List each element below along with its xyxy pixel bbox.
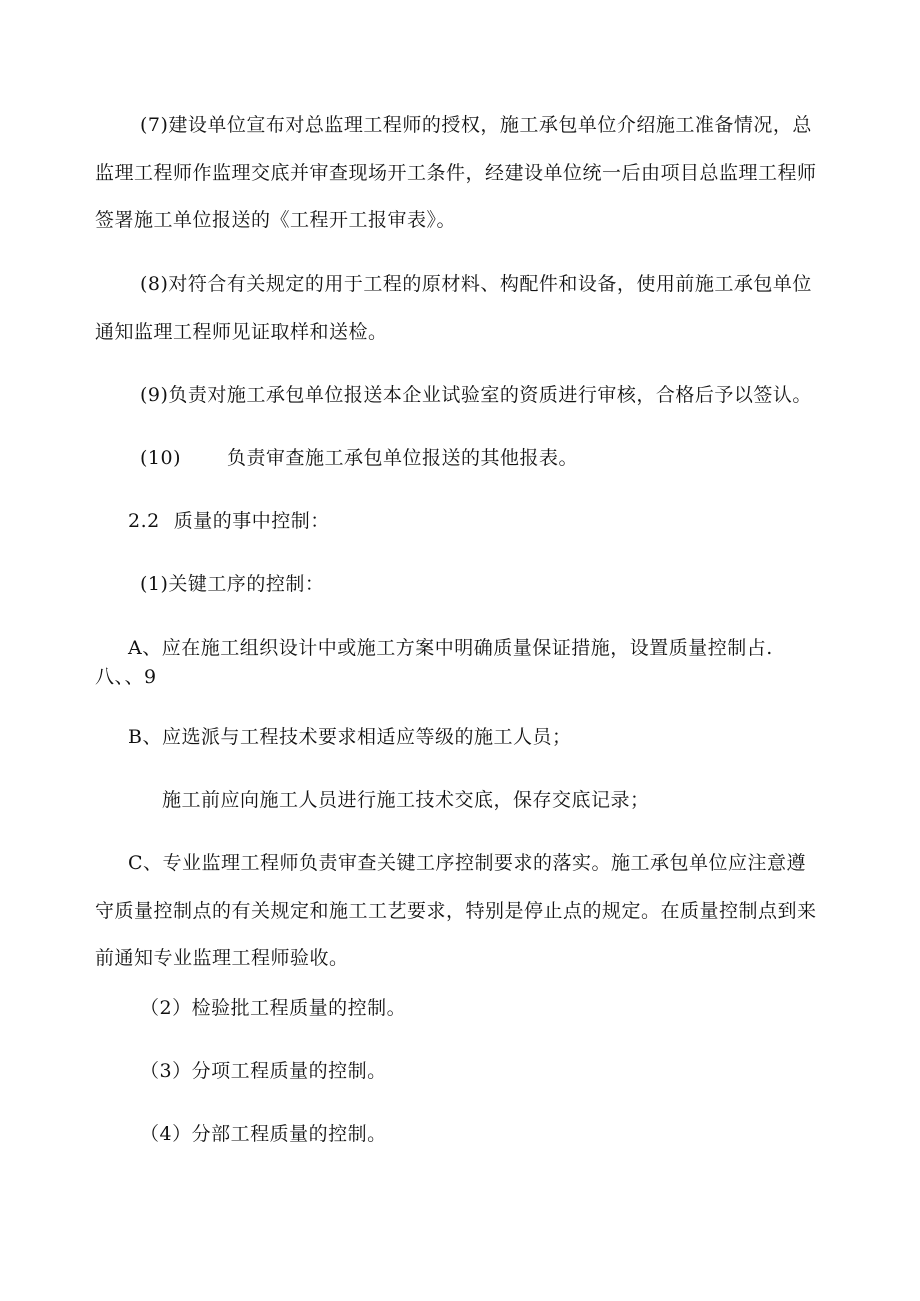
- item-c-line-2: 守质量控制点的有关规定和施工工艺要求，特别是停止点的规定。在质量控制点到来: [95, 900, 817, 922]
- paragraph-9: (9)负责对施工承包单位报送本企业试验室的资质进行审核，合格后予以签认。: [140, 384, 812, 406]
- item-a-line-1: A、应在施工组织设计中或施工方案中明确质量保证措施，设置质量控制占.: [128, 637, 773, 659]
- item-c-line-1: C、专业监理工程师负责审查关键工序控制要求的落实。施工承包单位应注意遵: [128, 852, 807, 874]
- paragraph-8-line-2: 通知监理工程师见证取样和送检。: [95, 321, 388, 343]
- paragraph-10: [140, 446, 578, 470]
- item-c-line-3: 前通知专业监理工程师验收。: [95, 947, 349, 969]
- item-3: （3）分项工程质量的控制。: [140, 1060, 387, 1082]
- paragraph-7-line-1: (7)建设单位宣布对总监理工程师的授权，施工承包单位介绍施工准备情况，总: [140, 114, 812, 136]
- paragraph-8-line-1: (8)对符合有关规定的用于工程的原材料、构配件和设备，使用前施工承包单位: [140, 273, 812, 295]
- item-1: (1)关键工序的控制：: [140, 573, 325, 595]
- section-2-2-heading: [128, 509, 330, 533]
- section-2-2-number: 2.2: [128, 510, 160, 532]
- item-b-continuation: 施工前应向施工人员进行施工技术交底，保存交底记录；: [162, 789, 650, 811]
- item-2: （2）检验批工程质量的控制。: [140, 997, 407, 1019]
- section-2-2-title: 质量的事中控制：: [173, 510, 330, 532]
- paragraph-7-line-2: 监理工程师作监理交底并审查现场开工条件，经建设单位统一后由项目总监理工程师: [95, 162, 817, 184]
- item-b: B、应选派与工程技术要求相适应等级的施工人员；: [128, 726, 572, 748]
- paragraph-10-number: (10): [140, 447, 182, 469]
- item-4: （4）分部工程质量的控制。: [140, 1123, 387, 1145]
- paragraph-10-text: 负责审查施工承包单位报送的其他报表。: [227, 447, 579, 469]
- paragraph-7-line-3: 签署施工单位报送的《工程开工报审表》。: [95, 209, 457, 231]
- item-a-line-2: 八、、9: [95, 666, 157, 688]
